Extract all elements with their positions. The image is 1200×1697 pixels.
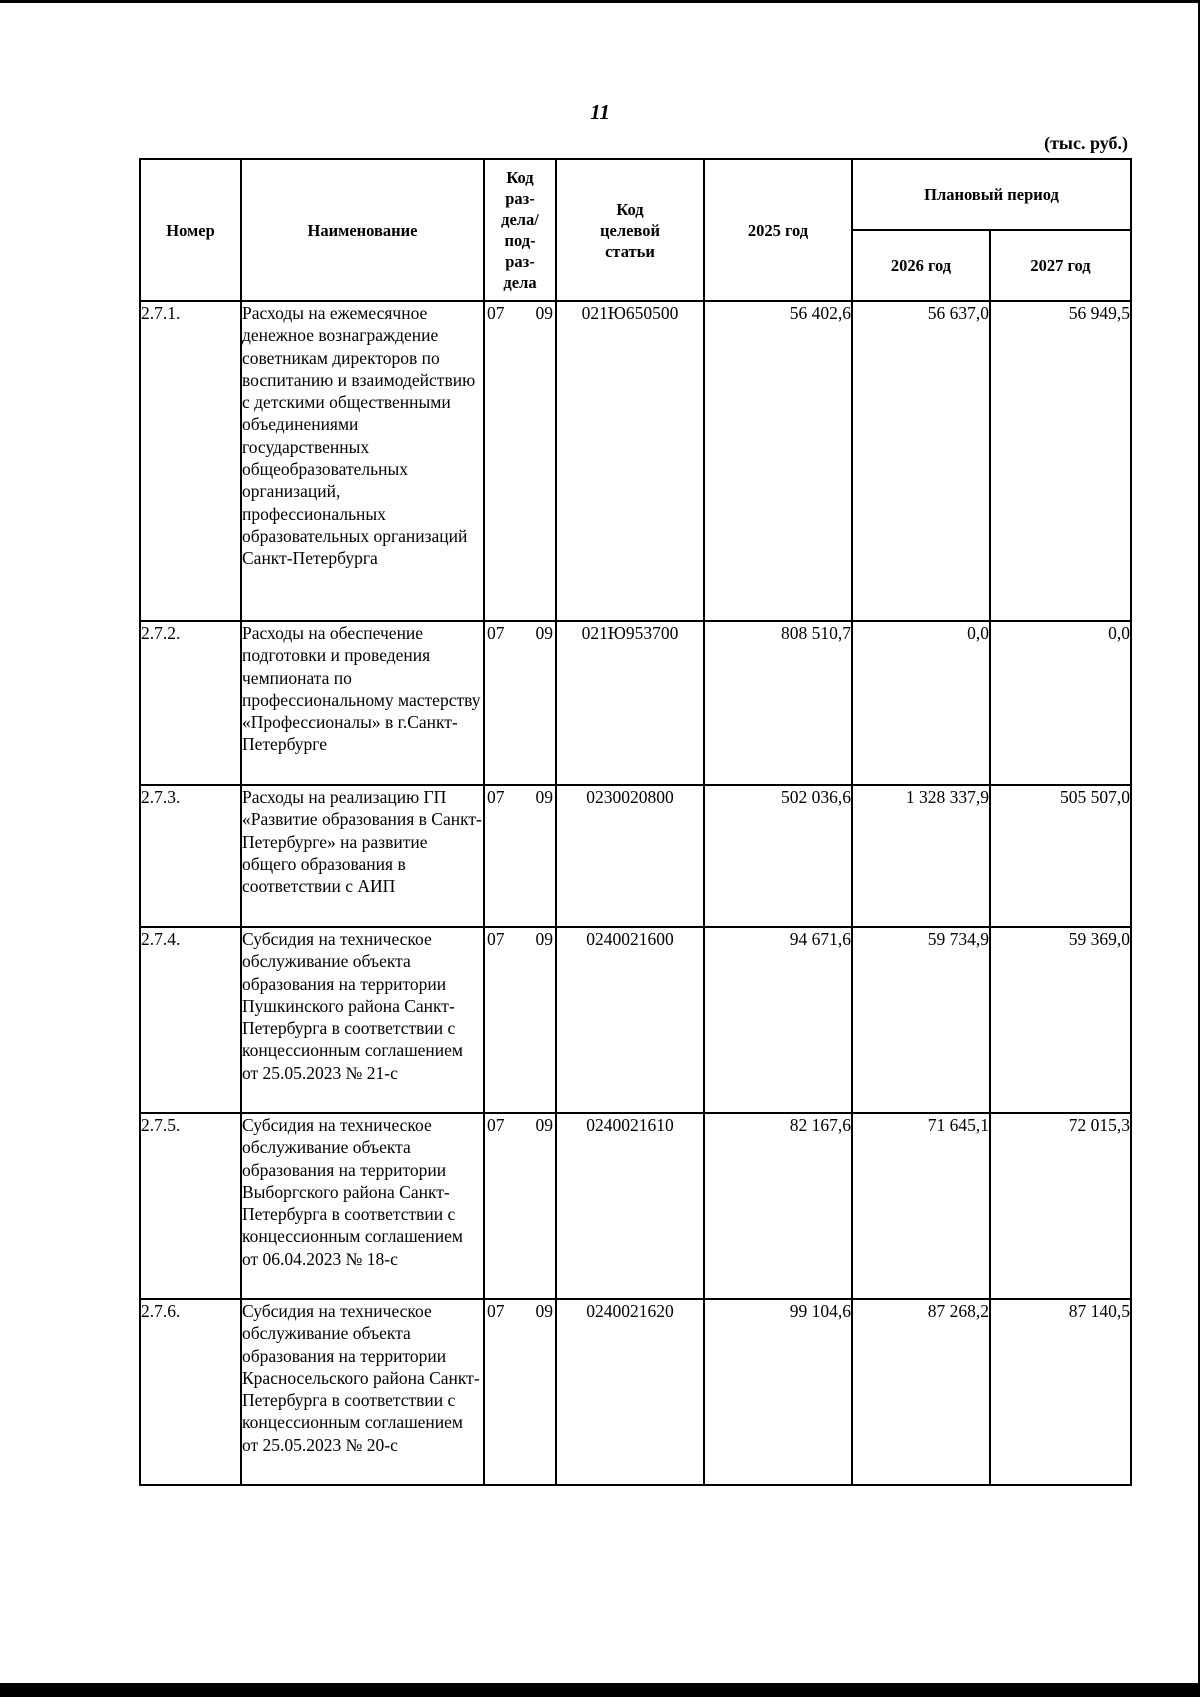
header-section-code-line: раз- xyxy=(505,252,535,271)
row-amount-2026: 56 637,0 xyxy=(852,301,990,621)
row-target-code: 0240021610 xyxy=(556,1113,704,1299)
row-target-code: 021Ю650500 xyxy=(556,301,704,621)
row-amount-2026: 59 734,9 xyxy=(852,927,990,1113)
row-subsection: 09 xyxy=(535,1115,553,1135)
row-target-code: 0240021600 xyxy=(556,927,704,1113)
row-name: Расходы на реализацию ГП «Развитие образования в Санкт-Петербурге» на развитие общего образования в соответствии с АИП xyxy=(241,785,484,927)
row-number: 2.7.4. xyxy=(140,927,241,1113)
row-target-code: 0230020800 xyxy=(556,785,704,927)
row-number: 2.7.1. xyxy=(140,301,241,621)
row-amount-2025: 56 402,6 xyxy=(704,301,852,621)
row-name: Субсидия на техническое обслуживание объекта образования на территории Выборгского района Санкт-Петербурга в соответствии с концессионным соглашением от 06.04.2023 № 18-с xyxy=(241,1113,484,1299)
header-year-2025: 2025 год xyxy=(704,159,852,301)
header-target-code-line: статьи xyxy=(605,241,655,261)
header-target-code-line: целевой xyxy=(600,220,660,240)
row-name: Субсидия на техническое обслуживание объекта образования на территории Красносельского района Санкт-Петербурга в соответствии с концессионным соглашением от 25.05.2023 № 20-с xyxy=(241,1299,484,1485)
row-subsection: 09 xyxy=(535,1301,553,1321)
row-section: 07 xyxy=(487,303,505,323)
row-number: 2.7.3. xyxy=(140,785,241,927)
row-amount-2025: 99 104,6 xyxy=(704,1299,852,1485)
table-body xyxy=(140,301,1131,1485)
row-amount-2026: 0,0 xyxy=(852,621,990,785)
row-section-code xyxy=(484,785,556,927)
table-row xyxy=(140,621,1131,785)
row-amount-2025: 82 167,6 xyxy=(704,1113,852,1299)
table-row xyxy=(140,1299,1131,1485)
header-year-2026: 2026 год xyxy=(852,230,990,301)
row-amount-2027: 0,0 xyxy=(990,621,1131,785)
header-section-code xyxy=(484,159,556,301)
table-row xyxy=(140,1113,1131,1299)
row-name: Субсидия на техническое обслуживание объекта образования на территории Пушкинского района Санкт-Петербурга в соответствии с концессионным соглашением от 25.05.2023 № 21-с xyxy=(241,927,484,1113)
row-subsection: 09 xyxy=(535,623,553,643)
table-row xyxy=(140,301,1131,621)
row-amount-2026: 87 268,2 xyxy=(852,1299,990,1485)
units-label: (тыс. руб.) xyxy=(1044,133,1128,153)
header-planned-period: Плановый период xyxy=(852,159,1131,230)
header-section-code-line: Код xyxy=(506,168,534,187)
row-amount-2027: 87 140,5 xyxy=(990,1299,1131,1485)
row-amount-2025: 808 510,7 xyxy=(704,621,852,785)
row-amount-2027: 59 369,0 xyxy=(990,927,1131,1113)
header-section-code-line: под- xyxy=(504,231,536,250)
row-amount-2026: 71 645,1 xyxy=(852,1113,990,1299)
row-subsection: 09 xyxy=(535,929,553,949)
row-section-code xyxy=(484,927,556,1113)
row-number: 2.7.6. xyxy=(140,1299,241,1485)
row-section: 07 xyxy=(487,1301,505,1321)
row-section-code xyxy=(484,1113,556,1299)
row-amount-2027: 505 507,0 xyxy=(990,785,1131,927)
row-section-code xyxy=(484,1299,556,1485)
row-section: 07 xyxy=(487,787,505,807)
table-row xyxy=(140,927,1131,1113)
header-target-code-line: Код xyxy=(616,199,644,219)
header-section-code-line: дела xyxy=(503,273,537,292)
row-target-code: 021Ю953700 xyxy=(556,621,704,785)
header-number: Номер xyxy=(140,159,241,301)
header-section-code-line: дела/ xyxy=(501,210,539,229)
row-section-code xyxy=(484,621,556,785)
header-year-2027: 2027 год xyxy=(990,230,1131,301)
row-section-code xyxy=(484,301,556,621)
table-row xyxy=(140,785,1131,927)
row-amount-2025: 94 671,6 xyxy=(704,927,852,1113)
row-section: 07 xyxy=(487,623,505,643)
page-number: 11 xyxy=(590,100,610,124)
row-subsection: 09 xyxy=(535,303,553,323)
row-amount-2027: 56 949,5 xyxy=(990,301,1131,621)
row-name: Расходы на обеспечение подготовки и проведения чемпионата по профессиональному мастерству «Профессионалы» в г.Санкт-Петербурге xyxy=(241,621,484,785)
row-number: 2.7.5. xyxy=(140,1113,241,1299)
budget-table xyxy=(139,158,1132,1486)
row-number: 2.7.2. xyxy=(140,621,241,785)
header-target-code xyxy=(556,159,704,301)
row-target-code: 0240021620 xyxy=(556,1299,704,1485)
row-section: 07 xyxy=(487,1115,505,1135)
row-amount-2026: 1 328 337,9 xyxy=(852,785,990,927)
header-section-code-line: раз- xyxy=(505,189,535,208)
row-subsection: 09 xyxy=(535,787,553,807)
row-section: 07 xyxy=(487,929,505,949)
row-amount-2025: 502 036,6 xyxy=(704,785,852,927)
row-name: Расходы на ежемесячное денежное вознаграждение советникам директоров по воспитанию и взаимодействию с детскими общественными объединениями государственных общеобразовательных организаций, профессиональных образовательных организаций Санкт-Петербурга xyxy=(241,301,484,621)
header-name: Наименование xyxy=(241,159,484,301)
row-amount-2027: 72 015,3 xyxy=(990,1113,1131,1299)
header-row-1 xyxy=(140,159,1131,230)
